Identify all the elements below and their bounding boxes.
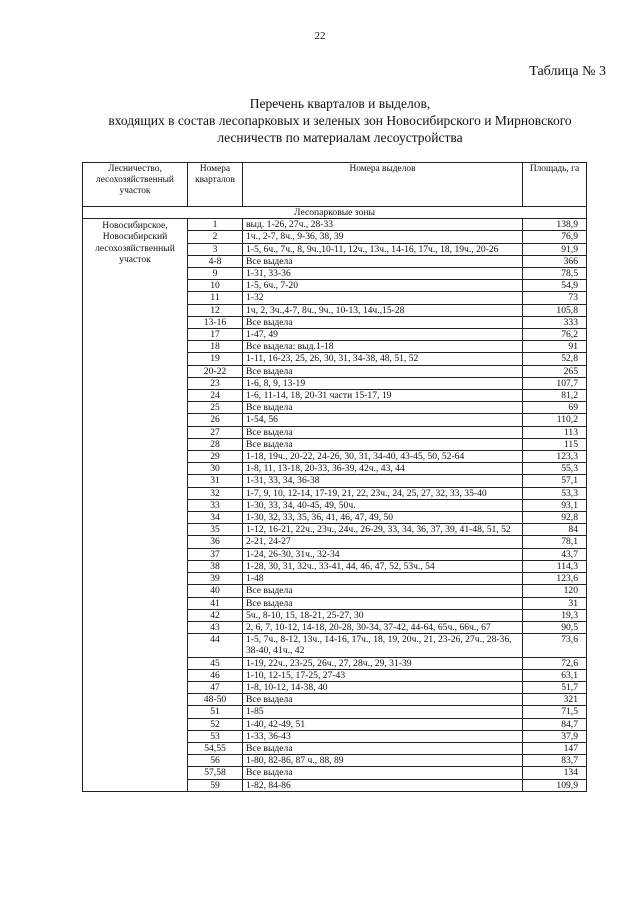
title-line: лесничеств по материалам лесоустройства xyxy=(217,130,463,145)
table-row xyxy=(83,219,587,231)
area-cell: 113 xyxy=(523,426,587,438)
quarter-number-cell: 53 xyxy=(188,730,243,742)
vydel-numbers-cell: Все выдела xyxy=(243,402,523,414)
quarter-number-cell: 31 xyxy=(188,475,243,487)
vydel-numbers-cell: 1-30, 33, 34, 40-45, 49, 50ч. xyxy=(243,499,523,511)
area-cell: 53,3 xyxy=(523,487,587,499)
quarter-number-cell: 38 xyxy=(188,560,243,572)
vydel-numbers-cell: 1ч., 2-7, 8ч., 9-36, 38, 39 xyxy=(243,231,523,243)
quarter-number-cell: 45 xyxy=(188,657,243,669)
quarter-number-cell: 9 xyxy=(188,268,243,280)
quarter-number-cell: 37 xyxy=(188,548,243,560)
title-line: Перечень кварталов и выделов, xyxy=(249,96,431,111)
vydel-numbers-cell: 1-12, 16-21, 22ч., 23ч., 24ч., 26-29, 33, 34, 36, 37, 39, 41-48, 51, 52 xyxy=(243,524,523,536)
quarter-number-cell: 11 xyxy=(188,292,243,304)
area-cell: 71,5 xyxy=(523,706,587,718)
header-quarters: Номера кварталов xyxy=(188,163,243,207)
quarter-number-cell: 19 xyxy=(188,353,243,365)
header-vydels: Номера выделов xyxy=(243,163,523,207)
area-cell: 114,3 xyxy=(523,560,587,572)
quarter-number-cell: 48-50 xyxy=(188,694,243,706)
quarter-number-cell: 3 xyxy=(188,243,243,255)
section-label: Лесопарковые зоны xyxy=(83,207,587,219)
vydel-numbers-cell: 1-33, 36-43 xyxy=(243,730,523,742)
area-cell: 78,1 xyxy=(523,536,587,548)
quarter-number-cell: 41 xyxy=(188,597,243,609)
vydel-numbers-cell: 1-47, 49 xyxy=(243,329,523,341)
area-cell: 123,6 xyxy=(523,573,587,585)
forestry-cell: Новосибирское, Новосибирский лесохозяйственный участок xyxy=(83,219,188,792)
page-number: 22 xyxy=(314,30,326,42)
vydel-numbers-cell: 1-31, 33-36 xyxy=(243,268,523,280)
quarter-number-cell: 56 xyxy=(188,755,243,767)
quarter-number-cell: 18 xyxy=(188,341,243,353)
quarter-number-cell: 10 xyxy=(188,280,243,292)
quarter-number-cell: 27 xyxy=(188,426,243,438)
vydel-numbers-cell: 1-7, 9, 10, 12-14, 17-19, 21, 22, 23ч., 24, 25, 27, 32, 33, 35-40 xyxy=(243,487,523,499)
vydel-numbers-cell: Все выдела xyxy=(243,742,523,754)
vydel-numbers-cell: 1-8, 10-12, 14-38, 40 xyxy=(243,681,523,693)
vydel-numbers-cell: 1-32 xyxy=(243,292,523,304)
area-cell: 54,9 xyxy=(523,280,587,292)
quarter-number-cell: 51 xyxy=(188,706,243,718)
area-cell: 37,9 xyxy=(523,730,587,742)
area-cell: 73,6 xyxy=(523,634,587,657)
area-cell: 366 xyxy=(523,255,587,267)
area-cell: 69 xyxy=(523,402,587,414)
vydel-numbers-cell: 1-5, 6ч., 7ч., 8, 9ч.,10-11, 12ч., 13ч., 14-16, 17ч., 18, 19ч., 20-26 xyxy=(243,243,523,255)
quarter-number-cell: 12 xyxy=(188,304,243,316)
area-cell: 76,9 xyxy=(523,231,587,243)
area-cell: 91,9 xyxy=(523,243,587,255)
area-cell: 115 xyxy=(523,438,587,450)
vydel-numbers-cell: Все выдела xyxy=(243,316,523,328)
area-cell: 90,5 xyxy=(523,621,587,633)
section-row xyxy=(83,207,587,219)
area-cell: 120 xyxy=(523,585,587,597)
area-cell: 93,1 xyxy=(523,499,587,511)
vydel-numbers-cell: 1-28, 30, 31, 32ч., 33-41, 44, 46, 47, 52, 53ч., 54 xyxy=(243,560,523,572)
area-cell: 84 xyxy=(523,524,587,536)
area-cell: 76,2 xyxy=(523,329,587,341)
title-line: входящих в состав лесопарковых и зеленых зон Новосибирского и Мирновского xyxy=(108,113,572,128)
vydel-numbers-cell: Все выдела xyxy=(243,426,523,438)
area-cell: 52,8 xyxy=(523,353,587,365)
document-title xyxy=(60,95,620,146)
vydel-numbers-cell: Все выдела xyxy=(243,767,523,779)
area-cell: 91 xyxy=(523,341,587,353)
area-cell: 78,5 xyxy=(523,268,587,280)
quarter-number-cell: 47 xyxy=(188,681,243,693)
quarter-number-cell: 39 xyxy=(188,573,243,585)
area-cell: 31 xyxy=(523,597,587,609)
vydel-numbers-cell: 1-18, 19ч., 20-22, 24-26, 30, 31, 34-40, 43-45, 50, 52-64 xyxy=(243,451,523,463)
quarter-number-cell: 2 xyxy=(188,231,243,243)
area-cell: 333 xyxy=(523,316,587,328)
area-cell: 321 xyxy=(523,694,587,706)
area-cell: 134 xyxy=(523,767,587,779)
area-cell: 265 xyxy=(523,365,587,377)
vydel-numbers-cell: 1-54, 56 xyxy=(243,414,523,426)
quarter-number-cell: 13-16 xyxy=(188,316,243,328)
vydel-numbers-cell: выд. 1-26, 27ч., 28-33 xyxy=(243,219,523,231)
table-body xyxy=(83,207,587,792)
vydel-numbers-cell: 1-5, 6ч., 7-20 xyxy=(243,280,523,292)
vydel-numbers-cell: 1-48 xyxy=(243,573,523,585)
quarter-number-cell: 36 xyxy=(188,536,243,548)
quarter-number-cell: 35 xyxy=(188,524,243,536)
quarter-number-cell: 25 xyxy=(188,402,243,414)
quarter-number-cell: 20-22 xyxy=(188,365,243,377)
area-cell: 84,7 xyxy=(523,718,587,730)
quarter-number-cell: 26 xyxy=(188,414,243,426)
quarter-number-cell: 40 xyxy=(188,585,243,597)
quarter-number-cell: 32 xyxy=(188,487,243,499)
quarter-number-cell: 46 xyxy=(188,669,243,681)
vydel-numbers-cell: 2, 6, 7, 10-12, 14-18, 20-28, 30-34, 37-42, 44-64, 65ч., 66ч., 67 xyxy=(243,621,523,633)
quarter-number-cell: 1 xyxy=(188,219,243,231)
area-cell: 110,2 xyxy=(523,414,587,426)
area-cell: 147 xyxy=(523,742,587,754)
vydel-numbers-cell: Все выдела xyxy=(243,694,523,706)
vydel-numbers-cell: Все выдела xyxy=(243,255,523,267)
vydel-numbers-cell: 5ч., 8-10, 15, 18-21, 25-27, 30 xyxy=(243,609,523,621)
header-forestry: Лесничество, лесохозяйственный участок xyxy=(83,163,188,207)
area-cell: 92,8 xyxy=(523,512,587,524)
vydel-numbers-cell: 1-10, 12-15, 17-25, 27-43 xyxy=(243,669,523,681)
area-cell: 55,3 xyxy=(523,463,587,475)
area-cell: 73 xyxy=(523,292,587,304)
area-cell: 105,8 xyxy=(523,304,587,316)
quarter-number-cell: 54,55 xyxy=(188,742,243,754)
vydel-numbers-cell: 2-21, 24-27 xyxy=(243,536,523,548)
quarter-number-cell: 59 xyxy=(188,779,243,791)
quarter-number-cell: 28 xyxy=(188,438,243,450)
quarter-number-cell: 23 xyxy=(188,377,243,389)
area-cell: 81,2 xyxy=(523,390,587,402)
vydel-numbers-cell: 1-8, 11, 13-18, 20-33, 36-39, 42ч., 43, 44 xyxy=(243,463,523,475)
quarter-number-cell: 57,58 xyxy=(188,767,243,779)
area-cell: 109,9 xyxy=(523,779,587,791)
quarter-number-cell: 44 xyxy=(188,634,243,657)
vydel-numbers-cell: 1-24, 26-30, 31ч., 32-34 xyxy=(243,548,523,560)
vydel-numbers-cell: Все выдела xyxy=(243,365,523,377)
vydel-numbers-cell: Все выдела xyxy=(243,597,523,609)
area-cell: 83,7 xyxy=(523,755,587,767)
quarter-number-cell: 17 xyxy=(188,329,243,341)
vydel-numbers-cell: 1-85 xyxy=(243,706,523,718)
quarter-number-cell: 4-8 xyxy=(188,255,243,267)
vydel-numbers-cell: 1-40, 42-49, 51 xyxy=(243,718,523,730)
area-cell: 57,1 xyxy=(523,475,587,487)
vydel-numbers-cell: Все выдела xyxy=(243,438,523,450)
table-header-row xyxy=(83,163,587,207)
table-label: Таблица № 3 xyxy=(529,64,606,79)
quarter-number-cell: 24 xyxy=(188,390,243,402)
quarters-table xyxy=(82,162,587,792)
quarter-number-cell: 52 xyxy=(188,718,243,730)
vydel-numbers-cell: 1-82, 84-86 xyxy=(243,779,523,791)
area-cell: 19,3 xyxy=(523,609,587,621)
area-cell: 51,7 xyxy=(523,681,587,693)
quarter-number-cell: 29 xyxy=(188,451,243,463)
header-area: Площадь, га xyxy=(523,163,587,207)
quarter-number-cell: 30 xyxy=(188,463,243,475)
quarter-number-cell: 42 xyxy=(188,609,243,621)
area-cell: 123,3 xyxy=(523,451,587,463)
vydel-numbers-cell: 1-6, 8, 9, 13-19 xyxy=(243,377,523,389)
quarter-number-cell: 43 xyxy=(188,621,243,633)
vydel-numbers-cell: 1-6, 11-14, 18, 20-31 части 15-17, 19 xyxy=(243,390,523,402)
quarter-number-cell: 33 xyxy=(188,499,243,511)
vydel-numbers-cell: 1-5, 7ч., 8-12, 13ч., 14-16, 17ч., 18, 19, 20ч., 21, 23-26, 27ч., 28-36, 38-40, 41ч., 42 xyxy=(243,634,523,657)
area-cell: 43,7 xyxy=(523,548,587,560)
quarter-number-cell: 34 xyxy=(188,512,243,524)
vydel-numbers-cell: Все выдела: выд.1-18 xyxy=(243,341,523,353)
vydel-numbers-cell: 1-31, 33, 34, 36-38 xyxy=(243,475,523,487)
area-cell: 63,1 xyxy=(523,669,587,681)
vydel-numbers-cell: 1-80, 82-86, 87 ч., 88, 89 xyxy=(243,755,523,767)
vydel-numbers-cell: 1ч, 2, 3ч.,4-7, 8ч., 9ч., 10-13, 14ч.,15-28 xyxy=(243,304,523,316)
area-cell: 72,6 xyxy=(523,657,587,669)
area-cell: 138,9 xyxy=(523,219,587,231)
vydel-numbers-cell: 1-19, 22ч., 23-25, 26ч., 27, 28ч., 29, 31-39 xyxy=(243,657,523,669)
area-cell: 107,7 xyxy=(523,377,587,389)
vydel-numbers-cell: 1-30, 32, 33, 35, 36, 41, 46, 47, 49, 50 xyxy=(243,512,523,524)
vydel-numbers-cell: Все выдела xyxy=(243,585,523,597)
vydel-numbers-cell: 1-11, 16-23, 25, 26, 30, 31, 34-38, 48, 51, 52 xyxy=(243,353,523,365)
